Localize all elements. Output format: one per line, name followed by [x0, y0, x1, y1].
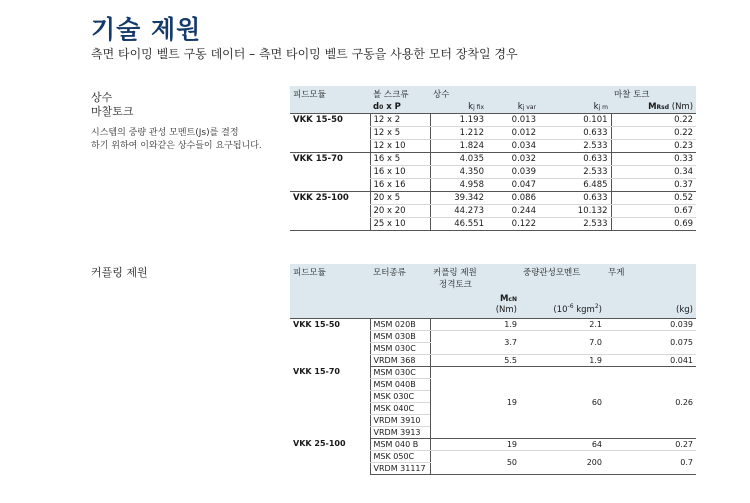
module-header: 피드모듈 — [290, 264, 370, 318]
constants-table — [290, 86, 696, 231]
screw-size-cell: 12 x 5 — [370, 126, 430, 139]
rated-torque-label: 정격토크 — [439, 280, 472, 290]
table-row — [290, 139, 696, 152]
table-row — [290, 438, 696, 450]
kjvar-cell: 0.032 — [487, 152, 539, 165]
kjm-cell: 2.533 — [539, 139, 611, 152]
friction-section-title: 마찰토크 — [91, 105, 134, 118]
screw-header: 볼 스크류 — [373, 90, 409, 100]
torque-cell: 19 — [430, 366, 520, 438]
screw-dimension-header: d0 x P — [370, 100, 430, 113]
kjm-cell: 10.132 — [539, 204, 611, 217]
constants-header: 상수 — [433, 90, 450, 100]
weight-header: 무게 — [608, 268, 625, 278]
table-row — [290, 318, 696, 330]
torque-cell: 5.5 — [430, 354, 520, 366]
kjvar-cell: 0.012 — [487, 126, 539, 139]
torque-cell: 50 — [430, 450, 520, 474]
kjfix-cell: 39.342 — [430, 191, 487, 204]
weight-unit-header: (kg) — [605, 278, 696, 318]
screw-size-cell: 20 x 5 — [370, 191, 430, 204]
motor-cell: VRDM 31117 — [370, 462, 430, 474]
module-cell — [290, 139, 370, 152]
table-row — [290, 113, 696, 126]
table-row — [290, 178, 696, 191]
kjvar-cell: 0.086 — [487, 191, 539, 204]
mrsd-cell: 0.33 — [611, 152, 696, 165]
description-line: 하기 위하여 이와같은 상수들이 요구됩니다. — [91, 141, 262, 151]
constants-description — [91, 127, 281, 153]
torque-cell: 19 — [430, 438, 520, 450]
kjm-cell: 0.101 — [539, 113, 611, 126]
module-header: 피드모듈 — [293, 90, 326, 100]
kjfix-cell: 4.350 — [430, 165, 487, 178]
table-subheader-row — [290, 100, 696, 113]
motor-cell: VRDM 368 — [370, 354, 430, 366]
weight-cell: 0.7 — [605, 450, 696, 474]
mrsd-cell: 0.23 — [611, 139, 696, 152]
coupling-spec-header: 커플링 제원 — [433, 268, 477, 278]
table-row — [290, 126, 696, 139]
screw-size-cell: 25 x 10 — [370, 217, 430, 230]
table-row — [290, 191, 696, 204]
inertia-cell: 1.9 — [520, 354, 605, 366]
kjfix-cell: 1.824 — [430, 139, 487, 152]
module-cell: VKK 25-100 — [293, 192, 349, 203]
kjm-cell: 0.633 — [539, 191, 611, 204]
screw-size-cell: 20 x 20 — [370, 204, 430, 217]
kjvar-cell: 0.122 — [487, 217, 539, 230]
coupling-table — [290, 264, 696, 475]
inertia-cell: 64 — [520, 438, 605, 450]
screw-size-cell: 16 x 10 — [370, 165, 430, 178]
table-row — [290, 217, 696, 230]
motor-cell: MSM 030C — [370, 342, 430, 354]
inertia-cell: 200 — [520, 450, 605, 474]
kjm-cell: 6.485 — [539, 178, 611, 191]
mrsd-cell: 0.52 — [611, 191, 696, 204]
inertia-cell: 2.1 — [520, 318, 605, 330]
module-cell — [290, 126, 370, 139]
table-row — [290, 204, 696, 217]
weight-cell: 0.041 — [605, 354, 696, 366]
screw-size-cell: 16 x 16 — [370, 178, 430, 191]
mrsd-cell: 0.22 — [611, 113, 696, 126]
constants-section-title: 상수 — [91, 91, 113, 104]
screw-size-cell: 16 x 5 — [370, 152, 430, 165]
motor-cell: MSM 030C — [370, 366, 430, 378]
motor-cell: VRDM 3910 — [370, 414, 430, 426]
motor-cell: MSK 030C — [370, 390, 430, 402]
page-title: 기술 제원 — [91, 15, 202, 44]
kjvar-header: kj var — [487, 100, 539, 113]
mrsd-cell: 0.37 — [611, 178, 696, 191]
module-cell — [290, 165, 370, 178]
kjm-cell: 2.533 — [539, 165, 611, 178]
coupling-section-title: 커플링 제원 — [91, 266, 148, 279]
mrsd-cell: 0.34 — [611, 165, 696, 178]
motor-header: 모터종류 — [370, 264, 430, 318]
motor-cell: MSM 040B — [370, 378, 430, 390]
module-cell — [290, 204, 370, 217]
kjfix-cell: 46.551 — [430, 217, 487, 230]
table-header-row — [290, 86, 696, 100]
screw-size-cell: 12 x 10 — [370, 139, 430, 152]
mrsd-cell: 0.22 — [611, 126, 696, 139]
screw-size-cell: 12 x 2 — [370, 113, 430, 126]
motor-cell: MSM 030B — [370, 330, 430, 342]
inertia-cell: 7.0 — [520, 330, 605, 354]
page-subtitle: 측면 타이밍 벨트 구동 데이터 – 측면 타이밍 벨트 구동을 사용한 모터 장착일 경우 — [91, 47, 518, 61]
mrsd-cell: 0.67 — [611, 204, 696, 217]
kjm-cell: 0.633 — [539, 152, 611, 165]
kjm-cell: 0.633 — [539, 126, 611, 139]
weight-cell: 0.27 — [605, 438, 696, 450]
kjm-header: kj m — [539, 100, 611, 113]
torque-unit: (Nm) — [495, 305, 517, 315]
friction-header: 마찰 토크 — [614, 90, 650, 100]
table-row — [290, 152, 696, 165]
torque-cell: 1.9 — [430, 318, 520, 330]
motor-cell: MSM 040 B — [370, 438, 430, 450]
table-header-row — [290, 264, 696, 278]
kjvar-cell: 0.013 — [487, 113, 539, 126]
module-cell — [290, 217, 370, 230]
weight-cell: 0.039 — [605, 318, 696, 330]
module-cell: VKK 15-70 — [293, 367, 340, 376]
motor-cell: MSK 050C — [370, 450, 430, 462]
inertia-header: 중량관성모멘트 — [523, 268, 581, 278]
motor-cell: MSM 020B — [370, 318, 430, 330]
module-cell — [290, 178, 370, 191]
motor-cell: VRDM 3913 — [370, 426, 430, 438]
kjm-cell: 2.533 — [539, 217, 611, 230]
module-cell: VKK 15-70 — [293, 153, 343, 164]
mrsd-cell: 0.69 — [611, 217, 696, 230]
weight-cell: 0.26 — [605, 366, 696, 438]
kjvar-cell: 0.047 — [487, 178, 539, 191]
module-cell: VKK 15-50 — [293, 114, 343, 125]
kjfix-header: kj fix — [430, 100, 487, 113]
weight-cell: 0.075 — [605, 330, 696, 354]
kjvar-cell: 0.034 — [487, 139, 539, 152]
kjfix-cell: 1.212 — [430, 126, 487, 139]
motor-cell: MSK 040C — [370, 402, 430, 414]
kjfix-cell: 4.958 — [430, 178, 487, 191]
module-cell: VKK 15-50 — [293, 319, 340, 329]
kjfix-cell: 44.273 — [430, 204, 487, 217]
kjvar-cell: 0.039 — [487, 165, 539, 178]
description-line: 시스템의 중량 관성 모멘트(Js)를 결정 — [91, 128, 239, 138]
mrsd-header: MRsd (Nm) — [611, 100, 696, 113]
torque-cell: 3.7 — [430, 330, 520, 354]
kjfix-cell: 1.193 — [430, 113, 487, 126]
kjvar-cell: 0.244 — [487, 204, 539, 217]
inertia-cell: 60 — [520, 366, 605, 438]
torque-header: 정격토크 McN (Nm) — [430, 278, 520, 318]
table-row — [290, 165, 696, 178]
inertia-unit-header: ($10^{-6}$ kgm$^2$) — [520, 278, 605, 318]
table-row — [290, 366, 696, 378]
kjfix-cell: 4.035 — [430, 152, 487, 165]
module-cell: VKK 25-100 — [293, 439, 346, 448]
